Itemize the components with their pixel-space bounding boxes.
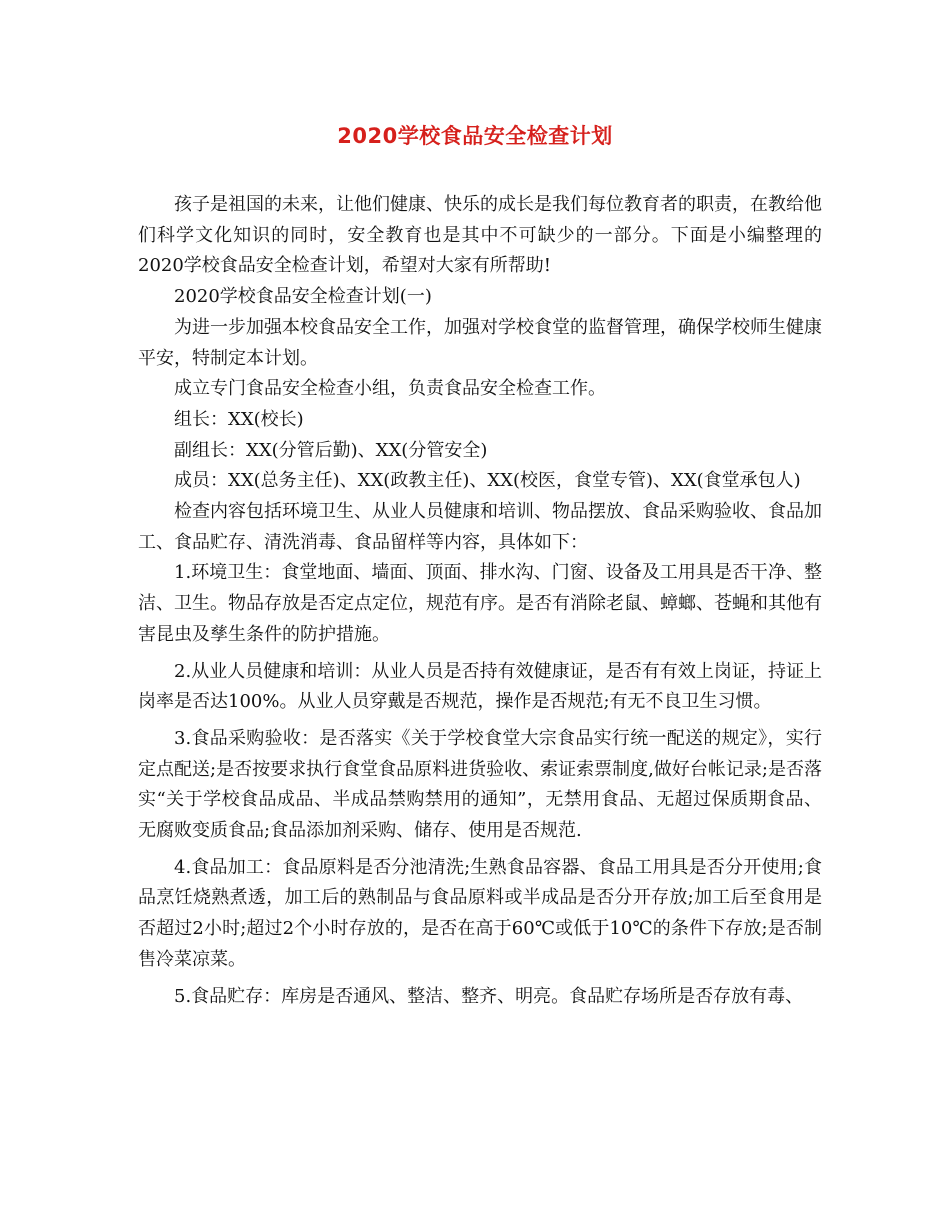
leader-line: 组长：XX(校长) bbox=[174, 408, 304, 430]
deputy-leader-line: 副组长：XX(分管后勤)、XX(分管安全) bbox=[174, 439, 488, 461]
item-staff-health: 2.从业人员健康和培训：从业人员是否持有效健康证，是否有有效上岗证，持证上岗率是否达100%。从业人员穿戴是否规范，操作是否规范;有无不良卫生习惯。 bbox=[138, 660, 822, 713]
document-title: 2020学校食品安全检查计划 bbox=[337, 124, 613, 148]
intro-paragraph: 孩子是祖国的未来，让他们健康、快乐的成长是我们每位教育者的职责，在教给他们科学文化知识的同时，安全教育也是其中不可缺少的一部分。下面是小编整理的2020学校食品安全检查计划，希望对大家有所帮助! bbox=[138, 194, 822, 277]
item-environment: 1.环境卫生：食堂地面、墙面、顶面、排水沟、门窗、设备及工用具是否干净、整洁、卫生。物品存放是否定点定位，规范有序。是否有消除老鼠、蟑螂、苍蝇和其他有害昆虫及孳生条件的防护措施。 bbox=[138, 562, 822, 645]
item-storage: 5.食品贮存：库房是否通风、整洁、整齐、明亮。食品贮存场所是否存放有毒、 bbox=[174, 985, 804, 1007]
inspection-scope-paragraph: 检查内容包括环境卫生、从业人员健康和培训、物品摆放、食品采购验收、食品加工、食品贮存、清洗消毒、食品留样等内容，具体如下： bbox=[138, 501, 822, 553]
team-paragraph: 成立专门食品安全检查小组，负责食品安全检查工作。 bbox=[174, 378, 606, 400]
section-heading: 2020学校食品安全检查计划(一) bbox=[174, 286, 432, 308]
item-processing: 4.食品加工：食品原料是否分池清洗;生熟食品容器、食品工用具是否分开使用;食品烹饪烧熟煮透，加工后的熟制品与食品原料或半成品是否分开存放;加工后至食用是否超过2小时;超过2个小时存放的，是否在高于60℃或低于10℃的条件下存放;是否制售冷菜凉菜。 bbox=[138, 856, 822, 970]
document-body bbox=[138, 190, 822, 1012]
purpose-paragraph: 为进一步加强本校食品安全工作，加强对学校食堂的监督管理，确保学校师生健康平安，特制定本计划。 bbox=[138, 316, 822, 369]
item-procurement: 3.食品采购验收：是否落实《关于学校食堂大宗食品实行统一配送的规定》，实行定点配送;是否按要求执行食堂食品原料进货验收、索证索票制度,做好台帐记录;是否落实“关于学校食品成品、半成品禁购禁用的通知”，无禁用食品、无超过保质期食品、无腐败变质食品;食品添加剂采购、储存、使用是否规范. bbox=[138, 727, 822, 842]
members-line: 成员：XX(总务主任)、XX(政教主任)、XX(校医，食堂专管)、XX(食堂承包人) bbox=[174, 470, 801, 492]
